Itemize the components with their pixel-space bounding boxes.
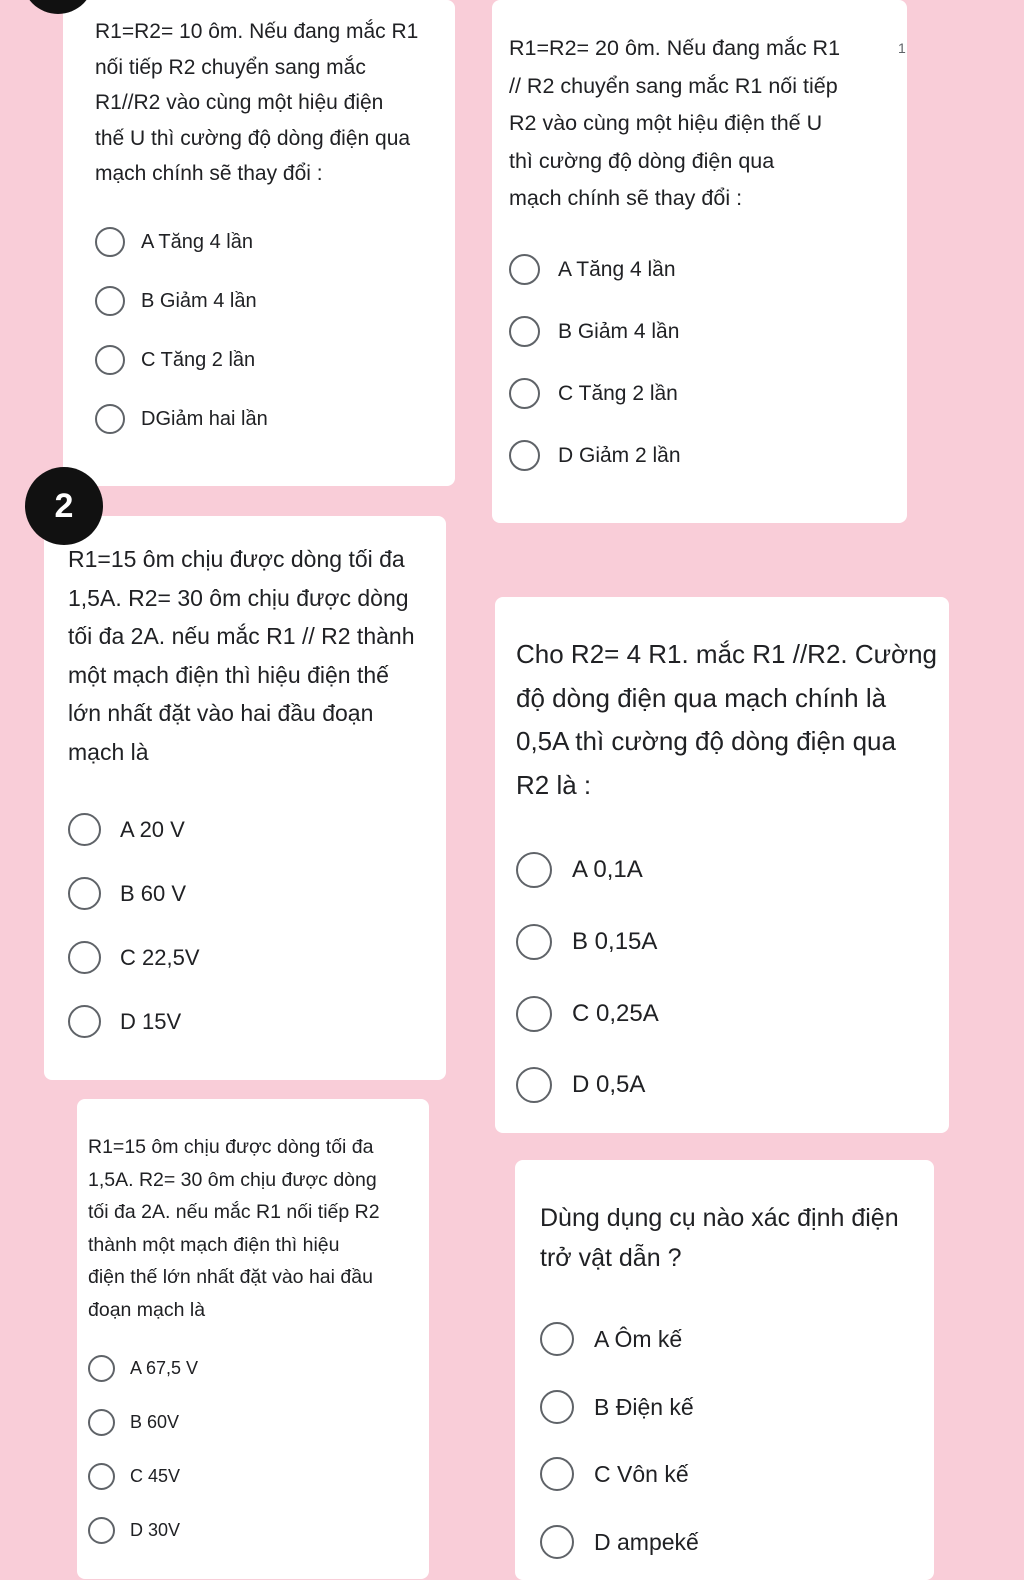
option-b[interactable]	[540, 1390, 694, 1424]
radio-button[interactable]	[516, 996, 552, 1032]
option-d[interactable]	[540, 1525, 699, 1559]
option-b[interactable]	[88, 1409, 179, 1436]
question-text: R1=R2= 20 ôm. Nếu đang mắc R1 // R2 chuyển sang mắc R1 nối tiếp R2 vào cùng một hiệu điện thế U thì cường độ dòng điện qua mạch chính sẽ thay đổi :	[509, 36, 841, 210]
radio-button[interactable]	[509, 254, 540, 285]
option-label: A 67,5 V	[130, 1358, 199, 1378]
option-c[interactable]	[516, 996, 659, 1032]
question-card-2	[492, 0, 907, 523]
radio-button[interactable]	[540, 1457, 574, 1491]
option-label: C Vôn kế	[594, 1460, 689, 1487]
option-label: C 22,5V	[120, 944, 200, 970]
radio-button[interactable]	[88, 1463, 115, 1490]
option-label: B 60 V	[120, 880, 187, 906]
question-card-3	[44, 516, 446, 1080]
radio-button[interactable]	[540, 1525, 574, 1559]
option-b[interactable]	[68, 877, 186, 910]
option-a[interactable]	[509, 254, 676, 285]
option-label: A Tăng 4 lần	[558, 257, 676, 281]
option-c[interactable]	[509, 378, 678, 409]
radio-button[interactable]	[88, 1517, 115, 1544]
radio-button[interactable]	[68, 813, 101, 846]
radio-button[interactable]	[95, 404, 125, 434]
radio-button[interactable]	[68, 877, 101, 910]
question-number-badge	[25, 467, 103, 545]
option-label: A Ôm kế	[594, 1325, 683, 1352]
question-text: R1=R2= 10 ôm. Nếu đang mắc R1 nối tiếp R2 chuyển sang mắc R1//R2 vào cùng một hiệu điện thế U thì cường độ dòng điện qua mạch chính sẽ thay đổi :	[95, 20, 419, 185]
option-a[interactable]	[540, 1322, 682, 1356]
option-label: A 20 V	[120, 816, 185, 842]
radio-button[interactable]	[95, 227, 125, 257]
question-text: Cho R2= 4 R1. mắc R1 //R2. Cường độ dòng điện qua mạch chính là 0,5A thì cường độ dòng điện qua R2 là :	[516, 639, 938, 800]
option-label: D ampekế	[594, 1528, 699, 1555]
radio-button[interactable]	[509, 316, 540, 347]
option-label: C Tăng 2 lần	[141, 348, 256, 371]
option-c[interactable]	[95, 345, 255, 375]
option-d[interactable]	[516, 1067, 645, 1103]
radio-button[interactable]	[68, 941, 101, 974]
option-d[interactable]	[509, 440, 681, 471]
question-text: R1=15 ôm chịu được dòng tối đa 1,5A. R2= 30 ôm chịu được dòng tối đa 2A. nếu mắc R1 // R2 thành một mạch điện thì hiệu điện thế lớn nhất đặt vào hai đầu đoạn mạch là	[68, 546, 415, 765]
option-label: DGiảm hai lần	[141, 407, 268, 430]
option-d[interactable]	[95, 404, 268, 434]
question-card-1	[63, 0, 455, 486]
question-card-5	[77, 1099, 429, 1579]
option-c[interactable]	[88, 1463, 180, 1490]
radio-button[interactable]	[516, 924, 552, 960]
radio-button[interactable]	[540, 1390, 574, 1424]
option-a[interactable]	[88, 1355, 198, 1382]
radio-button[interactable]	[509, 378, 540, 409]
radio-button[interactable]	[540, 1322, 574, 1356]
option-label: B 0,15A	[572, 928, 658, 955]
option-label: D Giảm 2 lần	[558, 443, 681, 467]
radio-button[interactable]	[516, 1067, 552, 1103]
option-b[interactable]	[95, 286, 257, 316]
radio-button[interactable]	[95, 286, 125, 316]
option-label: B Giảm 4 lần	[558, 319, 680, 343]
question-card-4	[495, 597, 949, 1133]
option-label: D 15V	[120, 1008, 182, 1034]
option-b[interactable]	[516, 924, 657, 960]
radio-button[interactable]	[95, 345, 125, 375]
option-label: A 0,1A	[572, 856, 643, 883]
radio-button[interactable]	[88, 1409, 115, 1436]
option-label: D 30V	[130, 1520, 181, 1540]
option-a[interactable]	[95, 227, 253, 257]
radio-button[interactable]	[516, 852, 552, 888]
option-label: D 0,5A	[572, 1071, 646, 1098]
option-c[interactable]	[540, 1457, 689, 1491]
option-label: B Điện kế	[594, 1393, 694, 1420]
option-a[interactable]	[68, 813, 185, 846]
radio-button[interactable]	[88, 1355, 115, 1382]
radio-button[interactable]	[509, 440, 540, 471]
option-b[interactable]	[509, 316, 679, 347]
option-label: C 45V	[130, 1466, 181, 1486]
option-label: C Tăng 2 lần	[558, 381, 678, 405]
option-label: B 60V	[130, 1412, 180, 1432]
option-a[interactable]	[516, 852, 643, 888]
option-label: C 0,25A	[572, 1000, 659, 1027]
option-label: B Giảm 4 lần	[141, 289, 257, 312]
option-d[interactable]	[88, 1517, 180, 1544]
question-card-6	[515, 1160, 934, 1580]
radio-button[interactable]	[68, 1005, 101, 1038]
option-d[interactable]	[68, 1005, 181, 1038]
page-number: 1	[898, 40, 906, 56]
option-label: A Tăng 4 lần	[141, 230, 253, 253]
question-text: R1=15 ôm chịu được dòng tối đa 1,5A. R2= 30 ôm chịu được dòng tối đa 2A. nếu mắc R1 nối tiếp R2 thành một mạch điện thì hiệu điện thế lớn nhất đặt vào hai đầu đoạn mạch là	[88, 1136, 380, 1321]
question-text: Dùng dụng cụ nào xác định điện trở vật dẫn ?	[540, 1204, 899, 1272]
option-c[interactable]	[68, 941, 200, 974]
badge-number: 2	[54, 486, 74, 525]
